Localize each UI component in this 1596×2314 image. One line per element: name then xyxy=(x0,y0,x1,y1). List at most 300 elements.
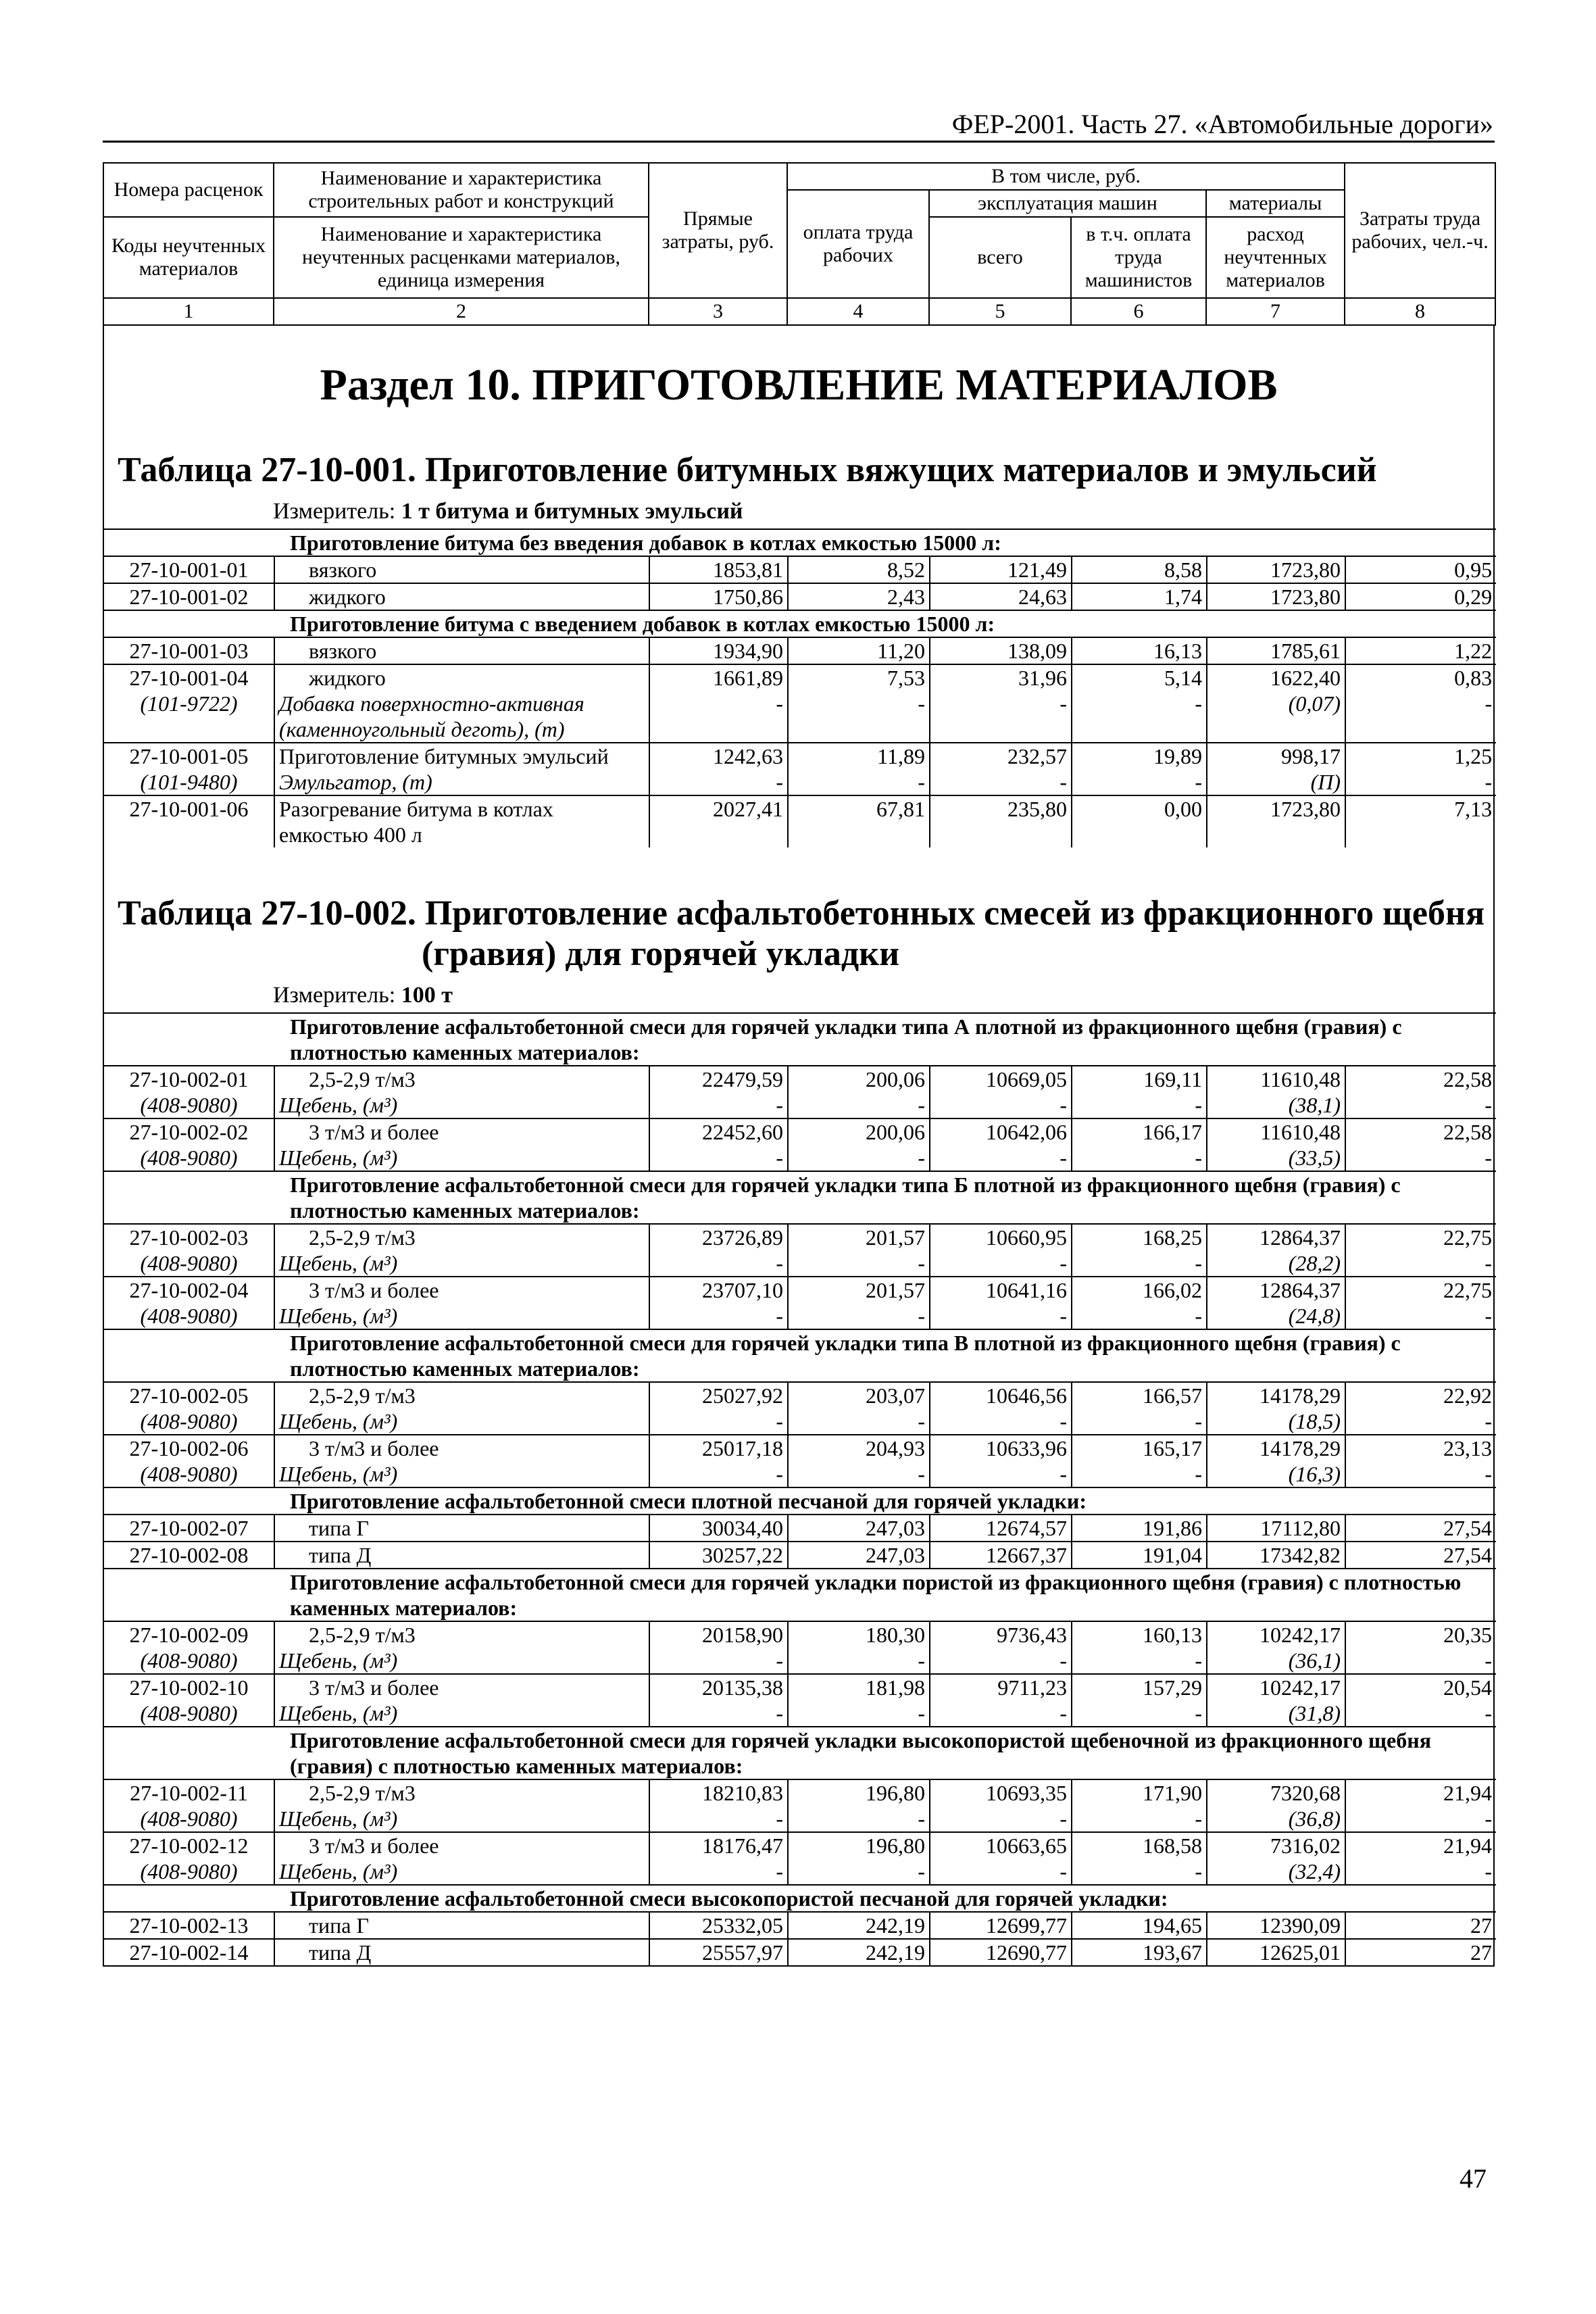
value-cell: 21,94 xyxy=(1345,1779,1496,1806)
work-name: 3 т/м3 и более xyxy=(274,1832,649,1858)
material-name: Щебень, (м³) xyxy=(274,1145,649,1171)
value-cell: 157,29 xyxy=(1072,1674,1207,1700)
value-cell: - xyxy=(1345,1648,1496,1674)
value-cell: - xyxy=(1072,1408,1207,1435)
work-name: типа Г xyxy=(274,1912,649,1939)
value-cell: - xyxy=(930,769,1072,795)
value-cell: - xyxy=(930,1806,1072,1832)
value-cell: - xyxy=(788,1303,930,1329)
value-cell: - xyxy=(930,691,1072,743)
value-cell: 1,25 xyxy=(1345,743,1496,769)
material-code: (408-9080) xyxy=(140,1648,238,1673)
rate-code: 27-10-002-09 xyxy=(129,1623,249,1647)
value-cell: - xyxy=(649,1408,788,1435)
material-name: Щебень, (м³) xyxy=(274,1648,649,1674)
material-row xyxy=(104,769,1496,795)
value-cell: 1661,89 xyxy=(649,664,788,691)
value-cell: 9736,43 xyxy=(930,1621,1072,1648)
work-name: 3 т/м3 и более xyxy=(274,1435,649,1461)
rate-row xyxy=(104,664,1496,691)
value-cell: 1853,81 xyxy=(649,556,788,583)
value-cell: 121,49 xyxy=(930,556,1072,583)
value-cell: 23,13 xyxy=(1345,1435,1496,1461)
rate-row xyxy=(104,1939,1496,1965)
value-cell: - xyxy=(788,1145,930,1171)
header-materials: материалы xyxy=(1206,190,1345,217)
work-name: типа Д xyxy=(274,1939,649,1965)
value-cell: (31,8) xyxy=(1207,1700,1345,1727)
group-heading: Приготовление асфальтобетонной смеси плотной песчаной для горячей укладки: xyxy=(290,1489,1087,1513)
work-name: 2,5-2,9 т/м3 xyxy=(274,1382,649,1408)
rate-code: 27-10-002-03 xyxy=(129,1225,249,1250)
group-heading-row xyxy=(104,610,1496,637)
work-name: вязкого xyxy=(274,637,649,664)
section-title: Раздел 10. ПРИГОТОВЛЕНИЕ МАТЕРИАЛОВ xyxy=(320,360,1278,410)
value-cell: 24,63 xyxy=(930,583,1072,610)
rate-row xyxy=(104,1515,1496,1542)
value-cell: - xyxy=(788,1648,930,1674)
value-cell: 27,54 xyxy=(1345,1542,1496,1569)
value-cell: 247,03 xyxy=(788,1515,930,1542)
rate-code: 27-10-002-10 xyxy=(129,1675,249,1700)
rate-code: 27-10-002-08 xyxy=(129,1543,249,1567)
value-cell: 2027,41 xyxy=(649,795,788,847)
header-name-top: Наименование и характеристика строительных работ и конструкций xyxy=(274,163,649,217)
value-cell: - xyxy=(1345,1858,1496,1885)
value-cell: - xyxy=(788,1806,930,1832)
value-cell: - xyxy=(1072,1303,1207,1329)
value-cell: 12699,77 xyxy=(930,1912,1072,1939)
work-name: 2,5-2,9 т/м3 xyxy=(274,1224,649,1250)
value-cell: (24,8) xyxy=(1207,1303,1345,1329)
value-cell: - xyxy=(1345,1806,1496,1832)
value-cell: - xyxy=(930,1408,1072,1435)
value-cell: 25027,92 xyxy=(649,1382,788,1408)
value-cell: 10693,35 xyxy=(930,1779,1072,1806)
value-cell: 10242,17 xyxy=(1207,1674,1345,1700)
price-sheet xyxy=(103,162,1495,1967)
value-cell: - xyxy=(649,1145,788,1171)
rate-code: 27-10-002-12 xyxy=(129,1833,249,1858)
column-number: 6 xyxy=(1071,298,1206,325)
group-heading: Приготовление асфальтобетонной смеси для горячей укладки высокопористой щебеночной из фракционного щебня (гравия) с плотностью каменных материалов: xyxy=(290,1728,1431,1778)
rate-code: 27-10-001-06 xyxy=(129,797,249,821)
value-cell: 1723,80 xyxy=(1207,583,1345,610)
value-cell: - xyxy=(649,1806,788,1832)
value-cell: (0,07) xyxy=(1207,691,1345,743)
table-1-title: Таблица 27-10-001. Приготовление битумных вяжущих материалов и эмульсий xyxy=(118,451,1377,489)
rate-code: 27-10-002-14 xyxy=(129,1940,249,1965)
value-cell: 25332,05 xyxy=(649,1912,788,1939)
material-name: Щебень, (м³) xyxy=(274,1700,649,1727)
value-cell: - xyxy=(649,1303,788,1329)
material-name: Щебень, (м³) xyxy=(274,1250,649,1277)
value-cell: 203,07 xyxy=(788,1382,930,1408)
group-heading-row xyxy=(104,529,1496,556)
value-cell: 20158,90 xyxy=(649,1621,788,1648)
group-heading: Приготовление битума без введения добавок в котлах емкостью 15000 л: xyxy=(290,531,1001,555)
group-heading-row xyxy=(104,1569,1496,1621)
value-cell: 1622,40 xyxy=(1207,664,1345,691)
column-number: 1 xyxy=(103,298,274,325)
value-cell: - xyxy=(788,1700,930,1727)
value-cell: 20,35 xyxy=(1345,1621,1496,1648)
value-cell: - xyxy=(1345,1461,1496,1487)
group-heading-row xyxy=(104,1727,1496,1779)
value-cell: 10663,65 xyxy=(930,1832,1072,1858)
column-number: 2 xyxy=(274,298,649,325)
value-cell: 201,57 xyxy=(788,1277,930,1303)
value-cell: 0,00 xyxy=(1072,795,1207,847)
value-cell: 27 xyxy=(1345,1912,1496,1939)
value-cell: - xyxy=(930,1145,1072,1171)
value-cell: - xyxy=(649,769,788,795)
rate-code: 27-10-001-01 xyxy=(129,558,249,582)
value-cell: 12690,77 xyxy=(930,1939,1072,1965)
value-cell: - xyxy=(1072,769,1207,795)
value-cell: 7320,68 xyxy=(1207,1779,1345,1806)
value-cell: 1242,63 xyxy=(649,743,788,769)
value-cell: 247,03 xyxy=(788,1542,930,1569)
column-number: 7 xyxy=(1206,298,1345,325)
value-cell: 191,86 xyxy=(1072,1515,1207,1542)
value-cell: 11,89 xyxy=(788,743,930,769)
value-cell: 181,98 xyxy=(788,1674,930,1700)
column-number: 8 xyxy=(1345,298,1495,325)
rate-row xyxy=(104,1066,1496,1092)
header-unaccounted-materials: расход неучтенных материалов xyxy=(1206,217,1345,298)
value-cell: 1723,80 xyxy=(1207,556,1345,583)
column-number: 4 xyxy=(787,298,929,325)
material-code: (408-9080) xyxy=(140,1701,238,1725)
material-name: Щебень, (м³) xyxy=(274,1461,649,1487)
work-name: Разогревание битума в котлах емкостью 400 л xyxy=(274,795,649,847)
rate-code: 27-10-002-13 xyxy=(129,1913,249,1938)
value-cell: 166,17 xyxy=(1072,1118,1207,1145)
value-cell: (16,3) xyxy=(1207,1461,1345,1487)
value-cell: 138,09 xyxy=(930,637,1072,664)
value-cell: 22,58 xyxy=(1345,1118,1496,1145)
value-cell: - xyxy=(649,1858,788,1885)
material-code: (101-9480) xyxy=(140,770,238,794)
material-name: Щебень, (м³) xyxy=(274,1303,649,1329)
rate-row xyxy=(104,1118,1496,1145)
value-cell: 20,54 xyxy=(1345,1674,1496,1700)
group-heading-row xyxy=(104,1013,1496,1066)
value-cell: 19,89 xyxy=(1072,743,1207,769)
material-code: (408-9080) xyxy=(140,1462,238,1486)
header-labor-hours: Затраты труда рабочих, чел.-ч. xyxy=(1345,163,1495,298)
value-cell: - xyxy=(1345,1092,1496,1118)
material-row xyxy=(104,691,1496,743)
value-cell: 200,06 xyxy=(788,1066,930,1092)
measure-value: 100 т xyxy=(401,983,453,1008)
value-cell: - xyxy=(788,691,930,743)
value-cell: 160,13 xyxy=(1072,1621,1207,1648)
value-cell: - xyxy=(788,1461,930,1487)
material-code: (408-9080) xyxy=(140,1251,238,1275)
rate-row xyxy=(104,1674,1496,1700)
work-name: 3 т/м3 и более xyxy=(274,1277,649,1303)
value-cell: 67,81 xyxy=(788,795,930,847)
table-2-title xyxy=(104,881,1493,975)
value-cell: 31,96 xyxy=(930,664,1072,691)
rate-code: 27-10-001-04 xyxy=(129,666,249,690)
material-row xyxy=(104,1408,1496,1435)
value-cell: - xyxy=(930,1461,1072,1487)
material-code: (408-9080) xyxy=(140,1093,238,1117)
value-cell: 11610,48 xyxy=(1207,1118,1345,1145)
value-cell: 30034,40 xyxy=(649,1515,788,1542)
header-direct-costs: Прямые затраты, руб. xyxy=(649,163,787,298)
group-heading: Приготовление асфальтобетонной смеси высокопористой песчаной для горячей укладки: xyxy=(290,1886,1168,1911)
value-cell: 14178,29 xyxy=(1207,1435,1345,1461)
value-cell: (38,1) xyxy=(1207,1092,1345,1118)
value-cell: - xyxy=(930,1092,1072,1118)
value-cell: 10633,96 xyxy=(930,1435,1072,1461)
value-cell: 16,13 xyxy=(1072,637,1207,664)
value-cell: 194,65 xyxy=(1072,1912,1207,1939)
value-cell: - xyxy=(788,1250,930,1277)
value-cell: 23726,89 xyxy=(649,1224,788,1250)
value-cell: 7,13 xyxy=(1345,795,1496,847)
material-row xyxy=(104,1250,1496,1277)
material-code: (408-9080) xyxy=(140,1806,238,1831)
value-cell: 7,53 xyxy=(788,664,930,691)
value-cell: 169,11 xyxy=(1072,1066,1207,1092)
rate-row xyxy=(104,743,1496,769)
work-name: 3 т/м3 и более xyxy=(274,1118,649,1145)
material-name: Добавка поверхностно-активная (каменноугольный деготь), (т) xyxy=(274,691,649,743)
table-2-title-line2: (гравия) для горячей укладки xyxy=(422,935,900,973)
value-cell: 12667,37 xyxy=(930,1542,1072,1569)
value-cell: 196,80 xyxy=(788,1832,930,1858)
value-cell: (32,4) xyxy=(1207,1858,1345,1885)
group-heading: Приготовление асфальтобетонной смеси для горячей укладки типа Б плотной из фракционного щебня (гравия) с плотностью каменных материалов: xyxy=(290,1173,1401,1223)
material-row xyxy=(104,1092,1496,1118)
value-cell: 10242,17 xyxy=(1207,1621,1345,1648)
value-cell: 242,19 xyxy=(788,1939,930,1965)
table-2-measure xyxy=(104,975,1493,1012)
content-frame xyxy=(103,326,1495,1967)
material-row xyxy=(104,1700,1496,1727)
work-name: типа Д xyxy=(274,1542,649,1569)
value-cell: 11610,48 xyxy=(1207,1066,1345,1092)
value-cell: - xyxy=(788,1858,930,1885)
material-name: Эмульгатор, (т) xyxy=(274,769,649,795)
value-cell: 14178,29 xyxy=(1207,1382,1345,1408)
value-cell: (18,5) xyxy=(1207,1408,1345,1435)
rate-row xyxy=(104,1277,1496,1303)
value-cell: 22,58 xyxy=(1345,1066,1496,1092)
header-codes-top: Номера расценок xyxy=(103,163,274,217)
value-cell: 22479,59 xyxy=(649,1066,788,1092)
value-cell: 8,58 xyxy=(1072,556,1207,583)
rate-code: 27-10-002-02 xyxy=(129,1120,249,1144)
value-cell: 9711,23 xyxy=(930,1674,1072,1700)
value-cell: (36,8) xyxy=(1207,1806,1345,1832)
running-header: ФЕР-2001. Часть 27. «Автомобильные дороги» xyxy=(951,109,1493,139)
value-cell: - xyxy=(1072,1806,1207,1832)
value-cell: 1785,61 xyxy=(1207,637,1345,664)
value-cell: 0,29 xyxy=(1345,583,1496,610)
value-cell: 12674,57 xyxy=(930,1515,1072,1542)
material-name: Щебень, (м³) xyxy=(274,1092,649,1118)
value-cell: 196,80 xyxy=(788,1779,930,1806)
value-cell: 27 xyxy=(1345,1939,1496,1965)
value-cell: 12864,37 xyxy=(1207,1277,1345,1303)
work-name: 2,5-2,9 т/м3 xyxy=(274,1066,649,1092)
rate-code: 27-10-001-05 xyxy=(129,744,249,768)
value-cell: 22,75 xyxy=(1345,1224,1496,1250)
work-name: типа Г xyxy=(274,1515,649,1542)
value-cell: 18210,83 xyxy=(649,1779,788,1806)
work-name: 3 т/м3 и более xyxy=(274,1674,649,1700)
rate-code: 27-10-002-05 xyxy=(129,1383,249,1408)
table-2-title-line1: Таблица 27-10-002. Приготовление асфальтобетонных смесей из фракционного щебня xyxy=(118,894,1485,933)
value-cell: - xyxy=(649,1648,788,1674)
value-cell: - xyxy=(1345,769,1496,795)
value-cell: 166,57 xyxy=(1072,1382,1207,1408)
rate-code: 27-10-002-04 xyxy=(129,1278,249,1302)
value-cell: 25017,18 xyxy=(649,1435,788,1461)
work-name: Приготовление битумных эмульсий xyxy=(274,743,649,769)
value-cell: 12625,01 xyxy=(1207,1939,1345,1965)
value-cell: - xyxy=(1345,1145,1496,1171)
value-cell: - xyxy=(1345,1700,1496,1727)
value-cell: - xyxy=(649,1700,788,1727)
value-cell: 22,75 xyxy=(1345,1277,1496,1303)
value-cell: - xyxy=(1345,1408,1496,1435)
value-cell: 22,92 xyxy=(1345,1382,1496,1408)
value-cell: - xyxy=(788,769,930,795)
value-cell: (36,1) xyxy=(1207,1648,1345,1674)
value-cell: 235,80 xyxy=(930,795,1072,847)
value-cell: 204,93 xyxy=(788,1435,930,1461)
value-cell: 21,94 xyxy=(1345,1832,1496,1858)
value-cell: - xyxy=(1072,1145,1207,1171)
table-1-body xyxy=(104,528,1496,847)
rate-row xyxy=(104,1832,1496,1858)
value-cell: - xyxy=(930,1858,1072,1885)
rate-row xyxy=(104,1542,1496,1569)
material-row xyxy=(104,1648,1496,1674)
value-cell: 18176,47 xyxy=(649,1832,788,1858)
rate-code: 27-10-001-02 xyxy=(129,585,249,609)
value-cell: 8,52 xyxy=(788,556,930,583)
header-worker-pay: оплата труда рабочих xyxy=(787,190,929,298)
group-heading: Приготовление асфальтобетонной смеси для горячей укладки типа А плотной из фракционного щебня (гравия) с плотностью каменных материалов: xyxy=(290,1014,1402,1064)
header-machines-total: всего xyxy=(929,217,1071,298)
value-cell: 242,19 xyxy=(788,1912,930,1939)
value-cell: 12390,09 xyxy=(1207,1912,1345,1939)
value-cell: - xyxy=(1345,1303,1496,1329)
material-code: (101-9722) xyxy=(140,691,238,716)
value-cell: 22452,60 xyxy=(649,1118,788,1145)
group-heading-row xyxy=(104,1487,1496,1515)
value-cell: - xyxy=(1345,1250,1496,1277)
material-code: (408-9080) xyxy=(140,1409,238,1433)
value-cell: 10641,16 xyxy=(930,1277,1072,1303)
value-cell: 0,83 xyxy=(1345,664,1496,691)
value-cell: - xyxy=(930,1303,1072,1329)
rate-row xyxy=(104,1779,1496,1806)
value-cell: - xyxy=(1072,691,1207,743)
value-cell: 191,04 xyxy=(1072,1542,1207,1569)
value-cell: 25557,97 xyxy=(649,1939,788,1965)
material-row xyxy=(104,1461,1496,1487)
header-operator-pay: в т.ч. оплата труда машинистов xyxy=(1071,217,1206,298)
group-heading-row xyxy=(104,1171,1496,1224)
rate-row xyxy=(104,1224,1496,1250)
value-cell: 1,22 xyxy=(1345,637,1496,664)
header-machines: эксплуатация машин xyxy=(929,190,1206,217)
value-cell: 166,02 xyxy=(1072,1277,1207,1303)
value-cell: 23707,10 xyxy=(649,1277,788,1303)
value-cell: 1934,90 xyxy=(649,637,788,664)
rate-row xyxy=(104,637,1496,664)
header-rule xyxy=(103,141,1495,143)
material-row xyxy=(104,1145,1496,1171)
value-cell: - xyxy=(930,1648,1072,1674)
table-1-measure xyxy=(104,491,1493,528)
column-number: 5 xyxy=(929,298,1071,325)
material-name: Щебень, (м³) xyxy=(274,1806,649,1832)
value-cell: 17112,80 xyxy=(1207,1515,1345,1542)
value-cell: 10642,06 xyxy=(930,1118,1072,1145)
value-cell: - xyxy=(1072,1700,1207,1727)
value-cell: - xyxy=(788,1408,930,1435)
rate-code: 27-10-001-03 xyxy=(129,639,249,663)
value-cell: - xyxy=(1072,1461,1207,1487)
value-cell: 1723,80 xyxy=(1207,795,1345,847)
column-number: 3 xyxy=(649,298,787,325)
column-numbers-row xyxy=(103,298,1495,325)
value-cell: 2,43 xyxy=(788,583,930,610)
value-cell: - xyxy=(788,1092,930,1118)
value-cell: - xyxy=(649,1461,788,1487)
value-cell: 232,57 xyxy=(930,743,1072,769)
page-number: 47 xyxy=(1460,2163,1487,2194)
work-name: вязкого xyxy=(274,556,649,583)
rate-row xyxy=(104,583,1496,610)
rate-code: 27-10-002-11 xyxy=(130,1781,248,1805)
value-cell: 193,67 xyxy=(1072,1939,1207,1965)
value-cell: - xyxy=(1345,691,1496,743)
value-cell: 171,90 xyxy=(1072,1779,1207,1806)
value-cell: 165,17 xyxy=(1072,1435,1207,1461)
group-heading: Приготовление асфальтобетонной смеси для горячей укладки пористой из фракционного щебня (гравия) с плотностью каменных материалов: xyxy=(290,1570,1462,1620)
header-name-bottom: Наименование и характеристика неучтенных расценками материалов, единица измерения xyxy=(274,217,649,298)
measure-label: Измеритель: xyxy=(273,983,401,1008)
value-cell: - xyxy=(930,1250,1072,1277)
value-cell: 7316,02 xyxy=(1207,1832,1345,1858)
rate-row xyxy=(104,1912,1496,1939)
value-cell: - xyxy=(1072,1858,1207,1885)
value-cell: 30257,22 xyxy=(649,1542,788,1569)
material-code: (408-9080) xyxy=(140,1859,238,1884)
value-cell: 10660,95 xyxy=(930,1224,1072,1250)
material-row xyxy=(104,1303,1496,1329)
value-cell: 0,95 xyxy=(1345,556,1496,583)
work-name: жидкого xyxy=(274,664,649,691)
value-cell: 998,17 xyxy=(1207,743,1345,769)
rate-row xyxy=(104,1382,1496,1408)
value-cell: 10646,56 xyxy=(930,1382,1072,1408)
work-name: 2,5-2,9 т/м3 xyxy=(274,1779,649,1806)
group-heading: Приготовление битума с введением добавок в котлах емкостью 15000 л: xyxy=(290,612,995,636)
rate-row xyxy=(104,795,1496,847)
